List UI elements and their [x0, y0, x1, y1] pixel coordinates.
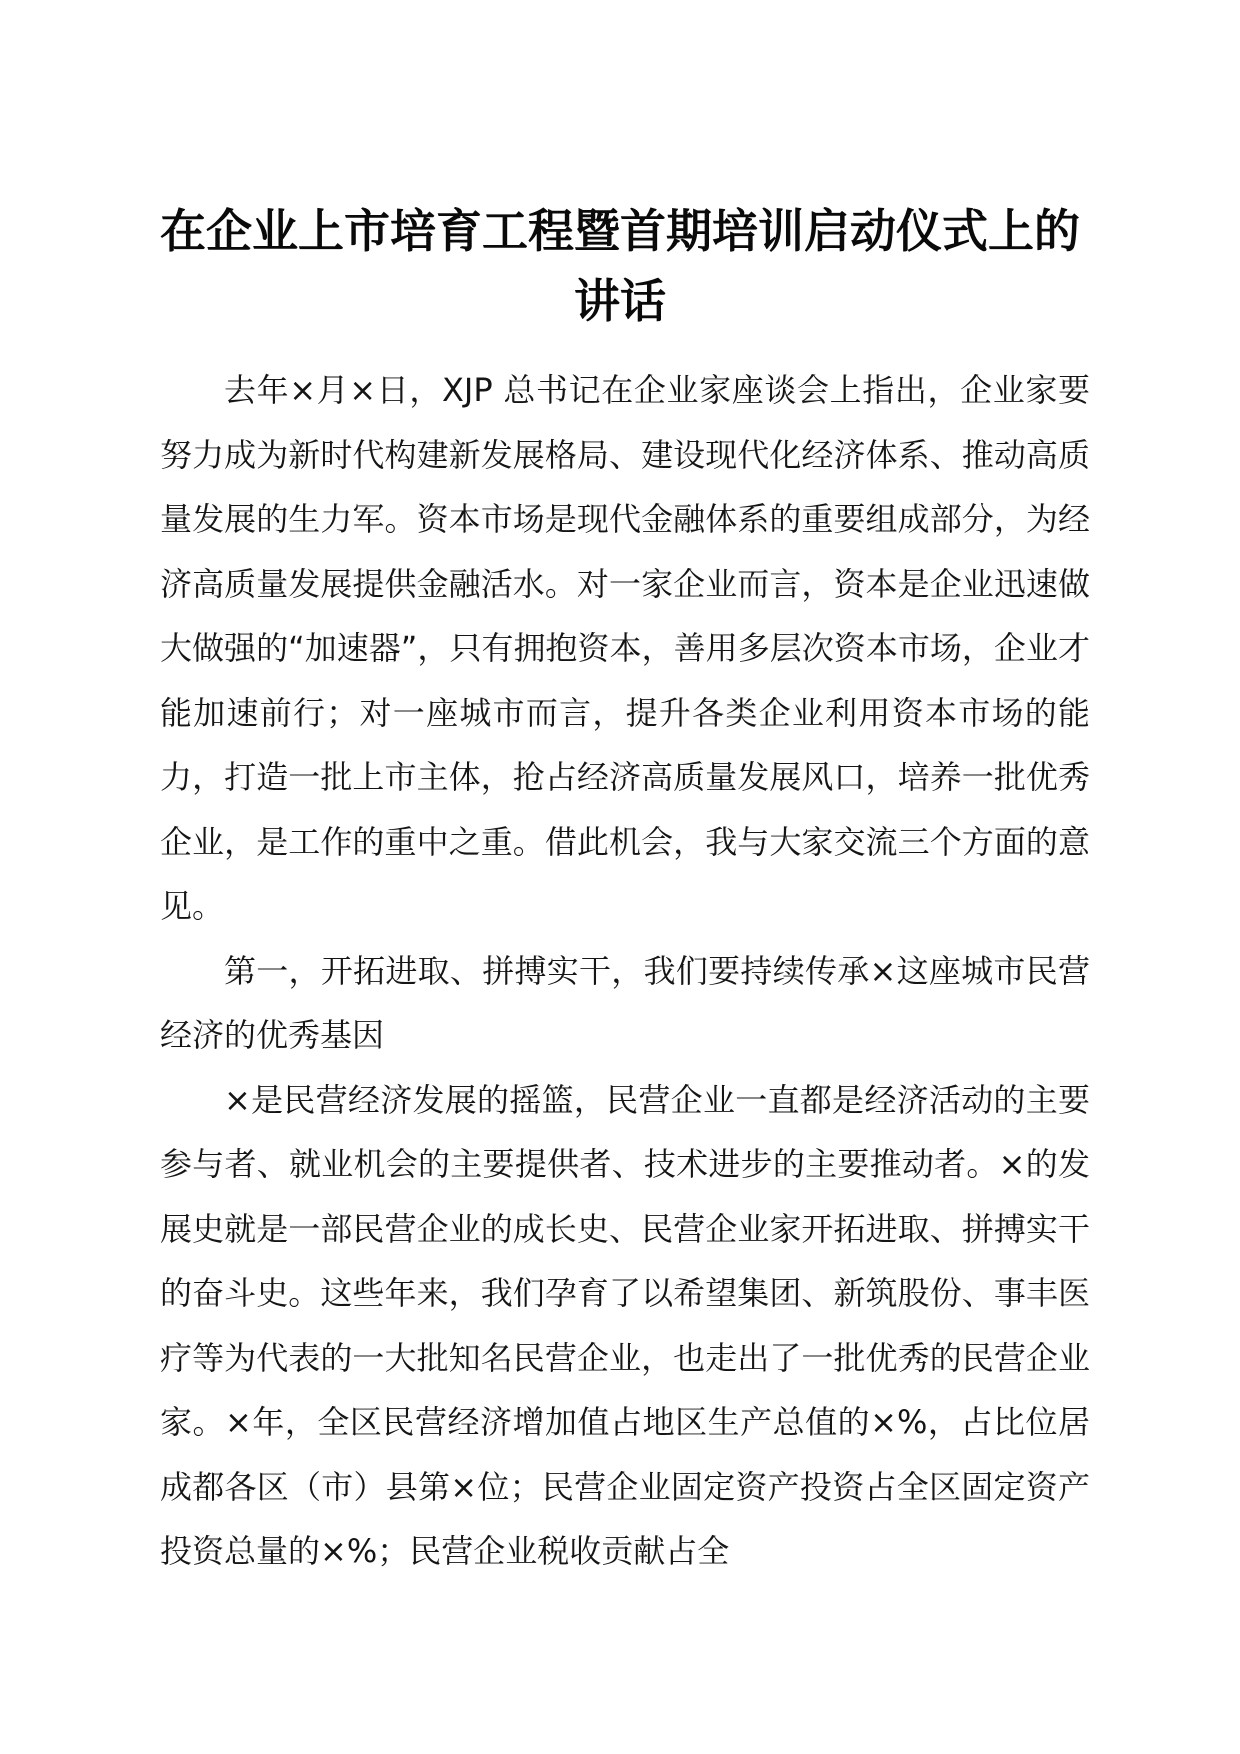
section-heading-first: 第一，开拓进取、拼搏实干，我们要持续传承×这座城市民营经济的优秀基因	[160, 951, 1090, 1054]
title-line-2: 讲话	[574, 274, 666, 328]
document-title	[150, 196, 1090, 336]
paragraph-intro: 去年×月×日，XJP 总书记在企业家座谈会上指出，企业家要努力成为新时代构建新发展格局、建设现代化经济体系、推动高质量发展的生力军。资本市场是现代金融体系的重要组成部分，为经济高质量发展提供金融活水。对一家企业而言，资本是企业迅速做大做强的“加速器”，只有拥抱资本，善用多层次资本市场，企业才能加速前行；对一座城市而言，提升各类企业利用资本市场的能力，打造一批上市主体，抢占经济高质量发展风口，培养一批优秀企业，是工作的重中之重。借此机会，我与大家交流三个方面的意见。	[160, 371, 1090, 925]
title-line-1: 在企业上市培育工程暨首期培训启动仪式上的	[160, 204, 1080, 258]
document-body	[160, 358, 1090, 1584]
paragraph-private-economy: ×是民营经济发展的摇篮，民营企业一直都是经济活动的主要参与者、就业机会的主要提供者、技术进步的主要推动者。×的发展史就是一部民营企业的成长史、民营企业家开拓进取、拼搏实干的奋斗史。这些年来，我们孕育了以希望集团、新筑股份、事丰医疗等为代表的一大批知名民营企业，也走出了一批优秀的民营企业家。×年，全区民营经济增加值占地区生产总值的×%，占比位居成都各区（市）县第×位；民营企业固定资产投资占全区固定资产投资总量的×%；民营企业税收贡献占全	[160, 1080, 1090, 1570]
